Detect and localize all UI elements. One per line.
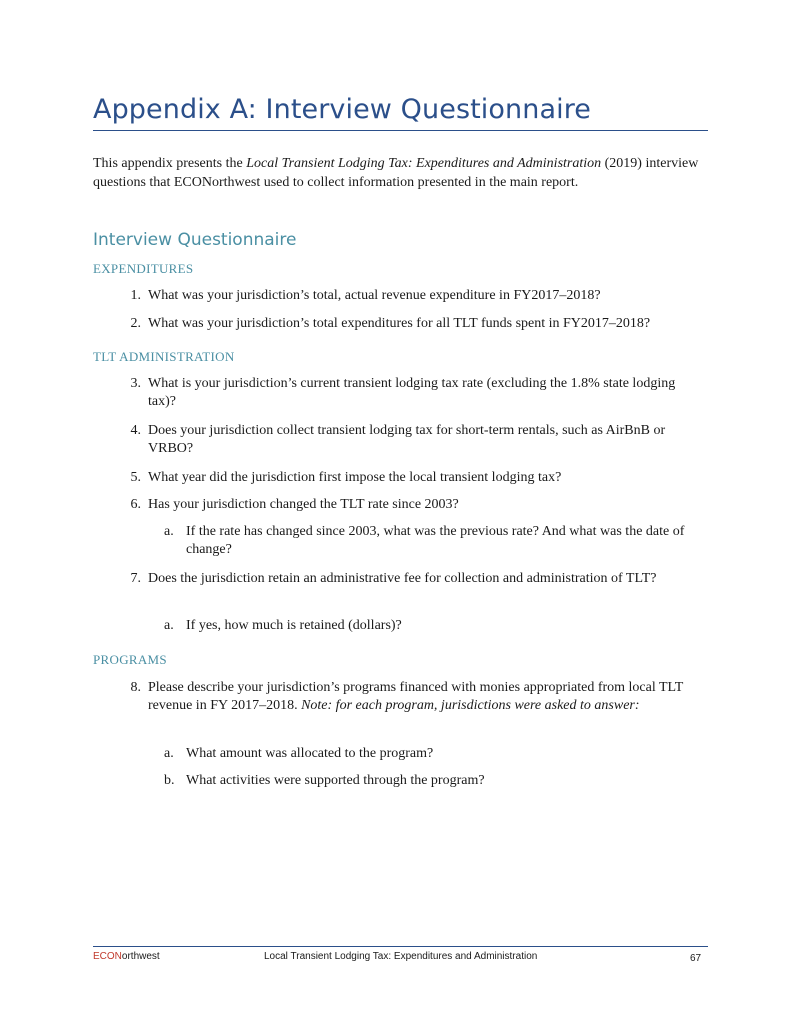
question-7a xyxy=(161,617,691,635)
subquestion-letter: a. xyxy=(164,618,174,633)
subquestion-text: What activities were supported through the program? xyxy=(186,773,485,788)
question-text: What was your jurisdiction’s total expenditures for all TLT funds spent in FY2017–2018? xyxy=(148,316,651,331)
question-note: Note: for each program, jurisdictions were asked to answer: xyxy=(301,697,640,713)
question-text: What was your jurisdiction’s total, actual revenue expenditure in FY2017–2018? xyxy=(148,288,601,303)
question-text: What is your jurisdiction’s current transient lodging tax rate (excluding the 1.8% state lodging tax)? xyxy=(148,376,676,409)
question-6 xyxy=(117,496,697,514)
question-text: Has your jurisdiction changed the TLT rate since 2003? xyxy=(148,497,459,512)
page-title: Appendix A: Interview Questionnaire xyxy=(93,94,708,131)
intro-paragraph xyxy=(93,155,703,192)
question-number: 7. xyxy=(130,571,141,586)
subheading-expenditures: EXPENDITURES xyxy=(93,261,194,276)
question-number: 2. xyxy=(130,316,141,331)
question-7 xyxy=(117,570,697,588)
subquestion-text: If yes, how much is retained (dollars)? xyxy=(186,618,402,633)
question-5 xyxy=(117,469,697,487)
question-8b xyxy=(161,772,691,790)
question-number: 6. xyxy=(130,497,141,512)
subquestion-text: If the rate has changed since 2003, what was the previous rate? And what was the date of change? xyxy=(186,524,685,557)
footer-report-title: Local Transient Lodging Tax: Expenditures and Administration xyxy=(264,951,538,962)
question-number: 4. xyxy=(130,423,141,438)
page-number: 67 xyxy=(690,953,702,964)
question-4 xyxy=(117,422,697,457)
intro-report-title: Local Transient Lodging Tax: Expenditures and Administration xyxy=(246,156,602,171)
question-text: Please describe your jurisdiction’s programs financed with monies appropriated from local TLT revenue in FY 2017–2018. xyxy=(148,680,684,713)
question-text: Does your jurisdiction collect transient lodging tax for short-term rentals, such as AirBnB or VRBO? xyxy=(148,423,666,456)
subheading-tlt-administration: TLT ADMINISTRATION xyxy=(93,349,235,364)
subheading-programs: PROGRAMS xyxy=(93,652,167,667)
question-6a xyxy=(161,523,691,558)
question-text: What year did the jurisdiction first impose the local transient lodging tax? xyxy=(148,470,562,485)
footer-divider xyxy=(93,946,708,947)
question-number: 1. xyxy=(130,288,141,303)
question-number: 3. xyxy=(130,376,141,391)
subquestion-letter: a. xyxy=(164,746,174,761)
question-8 xyxy=(117,679,697,714)
section-heading: Interview Questionnaire xyxy=(93,230,297,250)
question-number: 8. xyxy=(130,680,141,695)
footer-brand-rest: orthwest xyxy=(121,951,160,962)
subquestion-letter: b. xyxy=(164,773,175,788)
question-text-block xyxy=(148,679,697,714)
question-number: 5. xyxy=(130,470,141,485)
question-1 xyxy=(117,287,697,305)
question-2 xyxy=(117,315,697,333)
subquestion-letter: a. xyxy=(164,524,174,539)
intro-text-after: (2019) interview questions that ECONorthwest used to collect information presented in the main report. xyxy=(93,156,699,190)
footer-brand xyxy=(93,951,160,963)
intro-text-before: This appendix presents the xyxy=(93,156,247,171)
question-8a xyxy=(161,745,691,763)
subquestion-text: What amount was allocated to the program? xyxy=(186,746,434,761)
question-3 xyxy=(117,375,697,410)
question-text: Does the jurisdiction retain an administrative fee for collection and administration of TLT? xyxy=(148,571,657,586)
footer-brand-accent: ECON xyxy=(93,951,122,962)
